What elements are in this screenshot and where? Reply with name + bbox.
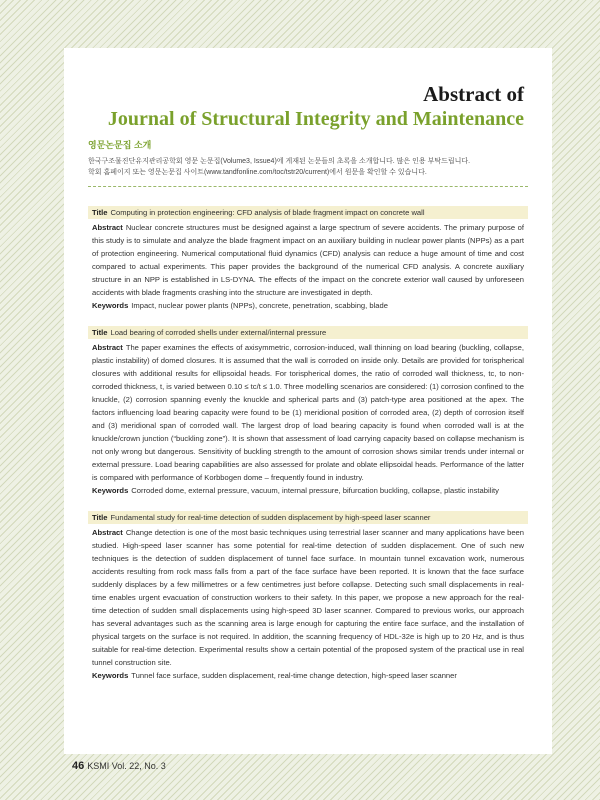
article-abstract bbox=[88, 339, 528, 484]
article-title: Load bearing of corroded shells under external/internal pressure bbox=[110, 328, 327, 337]
page-heading bbox=[108, 82, 524, 132]
article-title-bar bbox=[88, 511, 528, 524]
intro-section bbox=[88, 138, 528, 178]
keywords-label: Keywords bbox=[92, 671, 129, 680]
abstract-label: Abstract bbox=[92, 528, 123, 537]
abstract-label: Abstract bbox=[92, 343, 123, 352]
article-abstract bbox=[88, 524, 528, 669]
content-panel bbox=[64, 48, 552, 754]
title-label: Title bbox=[92, 328, 108, 337]
intro-line-1: 한국구조물진단유지관리공학회 영문 논문집(Volume3, Issue4)에 게재된 논문들의 초록을 소개합니다. 많은 인용 부탁드립니다. bbox=[88, 158, 471, 165]
abstract-text: Change detection is one of the most basic techniques using terrestrial laser scanner and many applications have been studied. High-speed laser scanner has some potential for real-time detection of sudden displacement. One of such new techniques is the detection of sudden displacement of tunnel face surface. In mountain tunnel excavation work, numerous accidents resulting from rock mass falls from a part of the face surface have been reported. It is known that the face surface suddenly displaces by a few millimetres or a few centimetres just before collapse. Detecting such small displacements in real-time enables urgent evacuation of construction workers to their safety. In this paper, we propose a new approach for the real-time detection of sudden small displacements using high-speed 3D laser scanner. Compared to previous works, our approach has several advantages such as the scanning area is large enough for capturing the entire face surface, and the installation of physical targets on the surface is not required. In addition, the scanning frequency of HDL-32e is high up to 20 Hz, and is thus suitable for real-time detection. Experimental results show a certain potential of the proposed system of the practical use in real tunnel construction site. bbox=[92, 528, 524, 667]
section-divider bbox=[88, 186, 528, 187]
article-keywords bbox=[88, 299, 528, 312]
intro-title: 영문논문집 소개 bbox=[88, 140, 152, 150]
title-label: Title bbox=[92, 513, 108, 522]
journal-title: Journal of Structural Integrity and Maintenance bbox=[107, 108, 524, 130]
heading-line-1: Abstract of bbox=[423, 82, 524, 106]
article-1 bbox=[88, 206, 528, 312]
article-title-bar bbox=[88, 206, 528, 219]
article-2 bbox=[88, 326, 528, 497]
article-title: Computing in protection engineering: CFD analysis of blade fragment impact on concrete wall bbox=[110, 208, 425, 217]
article-3 bbox=[88, 511, 528, 682]
keywords-label: Keywords bbox=[92, 486, 129, 495]
intro-line-2: 학회 홈페이지 또는 영문논문집 사이트(www.tandfonline.com/toc/tstr20/current)에서 원문을 확인할 수 있습니다. bbox=[88, 169, 427, 176]
article-keywords bbox=[88, 669, 528, 682]
page-footer bbox=[72, 760, 166, 772]
abstract-label: Abstract bbox=[92, 223, 123, 232]
keywords-text: Impact, nuclear power plants (NPPs), concrete, penetration, scabbing, blade bbox=[131, 301, 388, 310]
article-title: Fundamental study for real-time detection of sudden displacement by high-speed laser scanner bbox=[110, 513, 431, 522]
journal-issue: KSMI Vol. 22, No. 3 bbox=[87, 761, 166, 771]
article-keywords bbox=[88, 484, 528, 497]
abstract-text: The paper examines the effects of axisymmetric, corrosion-induced, wall thinning on load bearing (buckling, collapse, plastic instability) of domed closures. It is assumed that the wall is corroded on inside only. Details are provided for torispherical closures with additional results for ellipsoidal heads. For torispherical domes, the ratio of corroded wall thickness, tc, to non-corroded thickness, t, is varied between 0.10 ≤ tc/t ≤ 1.0. Three modelling scenarios are considered: (1) corrosion confined to the knuckle, (2) corrosion spanning evenly the knuckle and spherical parts and (3) patch-type area positioned at the apex. The factors influencing load bearing capacity were found to be (1) meridional position of corroded area, (2) depth of corrosion itself and (3) meridional span of corroded wall. The largest drop of load bearing capacity is found when corroded wall is at the knuckle/crown junction (“buckling zone”). It is shown that assessment of load carrying capacity based on collapse mechanism is not only wrong but dangerous. Sensitivity of buckling strength to the amount of corrosion shows similar trends under internal or external pressure. Load bearing capabilities are also assessed for prolate and oblate ellipsoidal heads. Performance of the latter is compared with performance of Korbbogen dome – frequently found in industry. bbox=[92, 343, 524, 482]
keywords-text: Tunnel face surface, sudden displacement, real-time change detection, high-speed laser scanner bbox=[131, 671, 457, 680]
article-abstract bbox=[88, 219, 528, 299]
title-label: Title bbox=[92, 208, 108, 217]
abstract-text: Nuclear concrete structures must be designed against a large spectrum of severe accidents. The primary purpose of this study is to simulate and analyze the blade fragment impact on an auxiliary building in nuclear power plants (NPPs) as a part of protection engineering. Numerical computational fluid dynamics (CFD) analysis can reduce a huge amount of time and cost compared to actual experiments. This paper provides the background of the numerical CFD analysis. A concrete auxiliary structure in an NPP is established in LS-DYNA. The effects of the impact on the concrete exterior wall caused by unforeseen accidents with blade fragments crashing into the structure are investigated in depth. bbox=[92, 223, 524, 297]
keywords-label: Keywords bbox=[92, 301, 129, 310]
keywords-text: Corroded dome, external pressure, vacuum, internal pressure, bifurcation buckling, collapse, plastic instability bbox=[131, 486, 499, 495]
article-title-bar bbox=[88, 326, 528, 339]
article-list bbox=[88, 206, 528, 696]
page-number: 46 bbox=[72, 760, 85, 772]
